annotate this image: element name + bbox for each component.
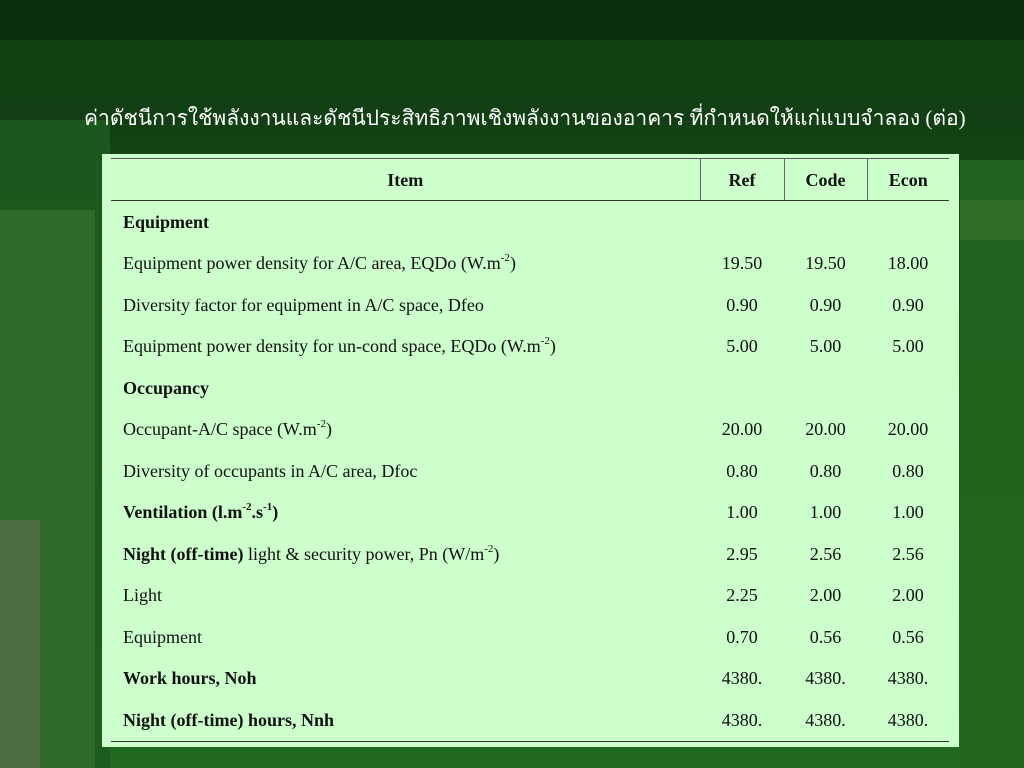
code-value: 5.00	[809, 336, 842, 357]
row-label: Light	[123, 585, 162, 606]
econ-value: 1.00	[892, 502, 924, 523]
slide-title: ค่าดัชนีการใช้พลังงานและดัชนีประสิทธิภาพเชิงพลังงานของอาคาร ที่กำหนดให้แก่แบบจำลอง (ต่อ)	[84, 106, 966, 130]
row-label: Equipment power density for A/C area, EQDo $(W.m^{-2})$	[123, 252, 516, 274]
table-row	[111, 326, 949, 368]
row-label: Occupant-A/C space $(W.m^{-2})$	[123, 418, 332, 440]
table-row	[111, 575, 949, 617]
code-value: 2.56	[809, 543, 842, 564]
table-header-row	[111, 159, 949, 201]
code-value: 1.00	[809, 502, 842, 523]
table-row	[111, 243, 949, 285]
econ-value: 2.00	[892, 585, 924, 606]
code-value: 4380.	[784, 699, 867, 741]
econ-value: 4380.	[867, 699, 949, 741]
table-row	[111, 450, 949, 492]
code-value: 4380.	[805, 668, 846, 689]
code-value: 2.00	[809, 585, 842, 606]
table-row	[111, 616, 949, 658]
table-row	[111, 409, 949, 451]
row-label: Equipment	[123, 626, 202, 647]
row-label: Diversity of occupants in A/C area, Dfoc	[123, 460, 418, 481]
row-label: Diversity factor for equipment in A/C space, Dfeo	[123, 294, 484, 315]
ref-value: 5.00	[726, 336, 758, 357]
econ-value: 0.56	[892, 626, 924, 647]
ref-value: 0.80	[726, 460, 758, 481]
row-label: Ventilation $(l.m^{-2}.s^{-1})$	[123, 501, 279, 523]
table-row	[111, 492, 949, 534]
econ-value: 20.00	[887, 419, 929, 440]
header-econ: Econ	[867, 159, 949, 201]
header-code: Code	[784, 159, 867, 201]
ref-value: 4380.	[700, 699, 784, 741]
row-label: Work hours, Noh	[123, 668, 257, 689]
ref-value: 19.50	[721, 253, 763, 274]
ref-value: 20.00	[721, 419, 763, 440]
table-row	[111, 533, 949, 575]
econ-value: 4380.	[887, 668, 929, 689]
code-value: 0.56	[809, 626, 842, 647]
ref-value: 0.70	[726, 626, 758, 647]
ref-value: 4380.	[721, 668, 763, 689]
table-row	[111, 201, 949, 243]
table-row	[111, 367, 949, 409]
code-value: 19.50	[805, 253, 846, 274]
table-row	[111, 658, 949, 700]
econ-value: 0.80	[892, 460, 924, 481]
energy-index-table	[111, 158, 949, 742]
ref-value: 0.90	[726, 294, 758, 315]
row-label: Night (off-time) light & security power, Pn $(W/m^{-2})$	[123, 542, 500, 564]
econ-value: 2.56	[892, 543, 924, 564]
ref-value: 1.00	[726, 502, 758, 523]
row-label: Night (off-time) hours, Nnh	[111, 699, 700, 741]
ref-value: 2.25	[726, 585, 758, 606]
header-ref: Ref	[700, 159, 784, 201]
code-value: 20.00	[805, 419, 846, 440]
header-item: Item	[111, 159, 700, 201]
table-row	[111, 699, 949, 741]
row-label: Equipment power density for un-cond space, EQDo $(W.m^{-2})$	[123, 335, 556, 357]
section-label: Occupancy	[123, 377, 210, 398]
code-value: 0.90	[809, 294, 842, 315]
econ-value: 0.90	[892, 294, 924, 315]
table-panel	[102, 154, 959, 747]
ref-value: 2.95	[726, 543, 758, 564]
table-row	[111, 284, 949, 326]
section-label: Equipment	[123, 211, 210, 232]
econ-value: 18.00	[887, 253, 929, 274]
econ-value: 5.00	[892, 336, 924, 357]
code-value: 0.80	[809, 460, 842, 481]
